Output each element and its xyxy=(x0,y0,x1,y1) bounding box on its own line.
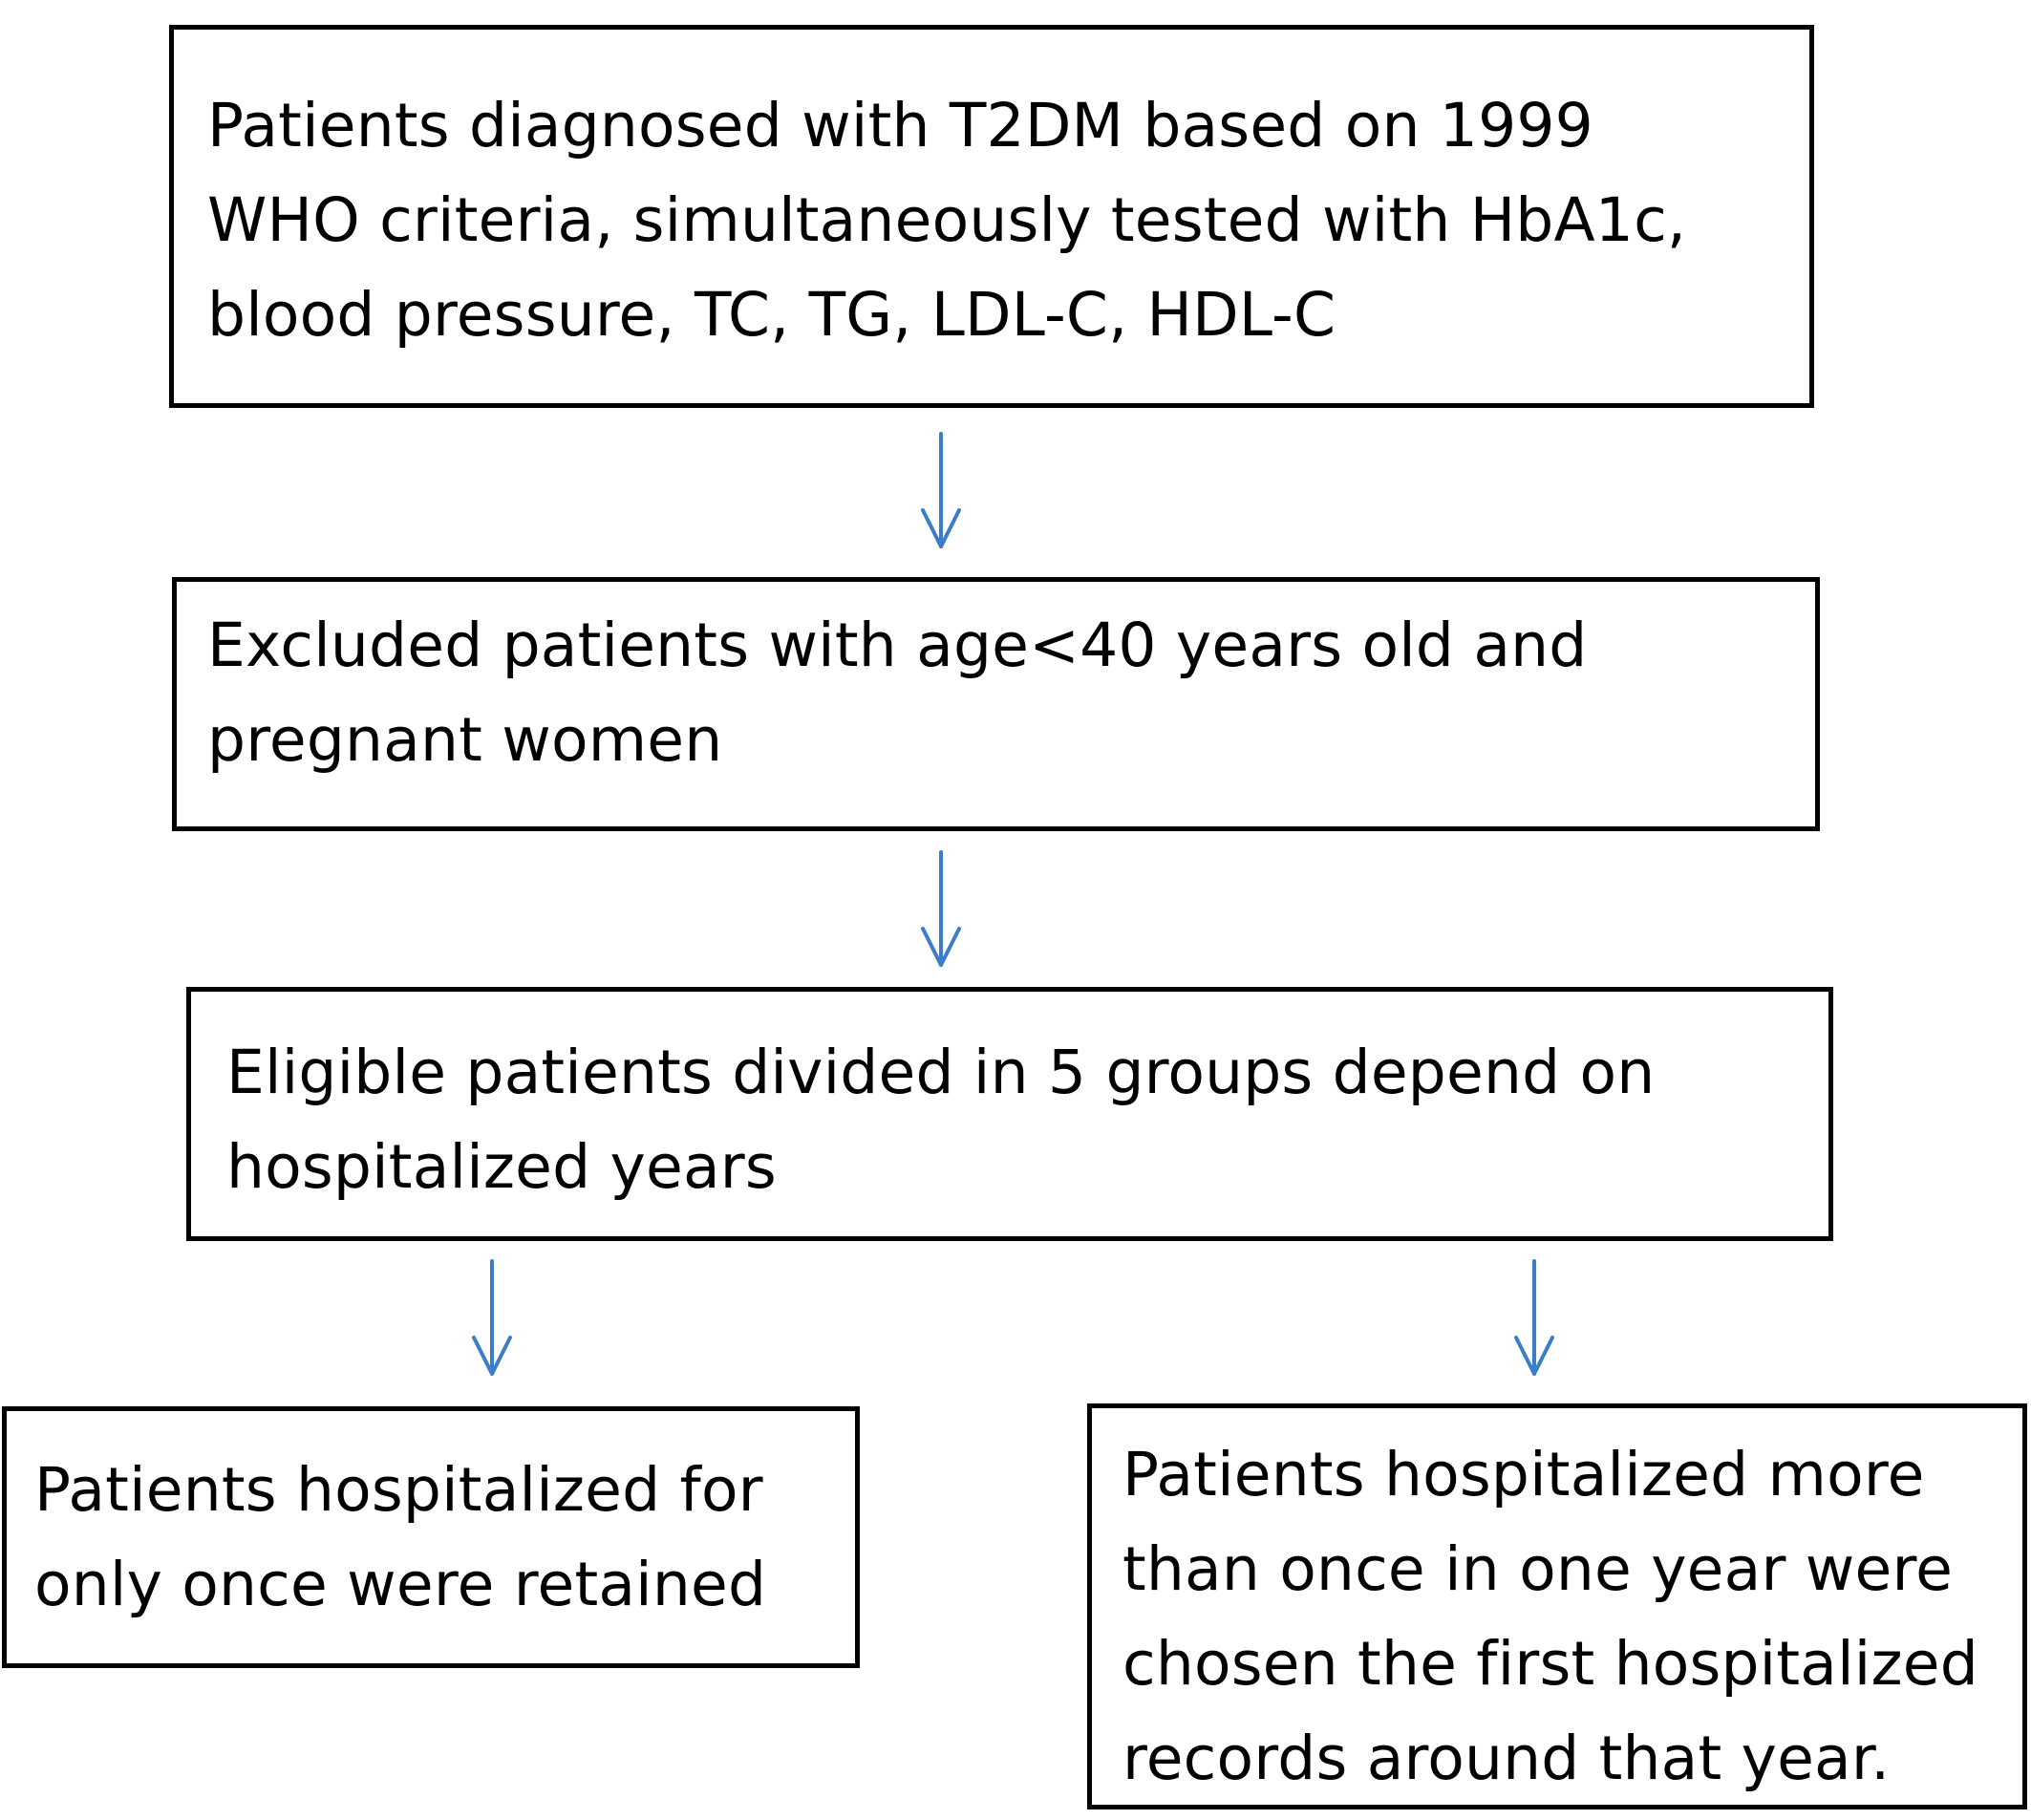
box-eligible-groups-line-2: hospitalized years xyxy=(226,1132,777,1202)
box-hospitalized-multiple-line-3: chosen the first hospitalized xyxy=(1122,1629,1978,1699)
box-hospitalized-multiple-line-4: records around that year. xyxy=(1122,1724,1891,1793)
box-hospitalized-once-line-2: only once were retained xyxy=(34,1550,767,1619)
box-t2dm-diagnosis-line-1: Patients diagnosed with T2DM based on 1999 xyxy=(207,91,1593,161)
arrow-step1-to-step2 xyxy=(923,434,959,546)
box-exclusion-criteria-line-1: Excluded patients with age<40 years old and xyxy=(207,610,1588,680)
box-t2dm-diagnosis-line-3: blood pressure, TC, TG, LDL-C, HDL-C xyxy=(207,280,1336,350)
arrow-step2-to-step3 xyxy=(923,852,959,965)
arrow-step3-to-left xyxy=(474,1261,510,1374)
arrow-step3-to-right xyxy=(1516,1261,1552,1374)
box-hospitalized-once-line-1: Patients hospitalized for xyxy=(34,1455,763,1525)
box-exclusion-criteria-line-2: pregnant women xyxy=(207,705,723,775)
box-eligible-groups-line-1: Eligible patients divided in 5 groups depend on xyxy=(226,1038,1656,1107)
box-t2dm-diagnosis-line-2: WHO criteria, simultaneously tested with HbA1c, xyxy=(207,185,1687,255)
box-hospitalized-multiple-line-2: than once in one year were xyxy=(1122,1534,1954,1604)
box-hospitalized-multiple-line-1: Patients hospitalized more xyxy=(1122,1440,1925,1510)
